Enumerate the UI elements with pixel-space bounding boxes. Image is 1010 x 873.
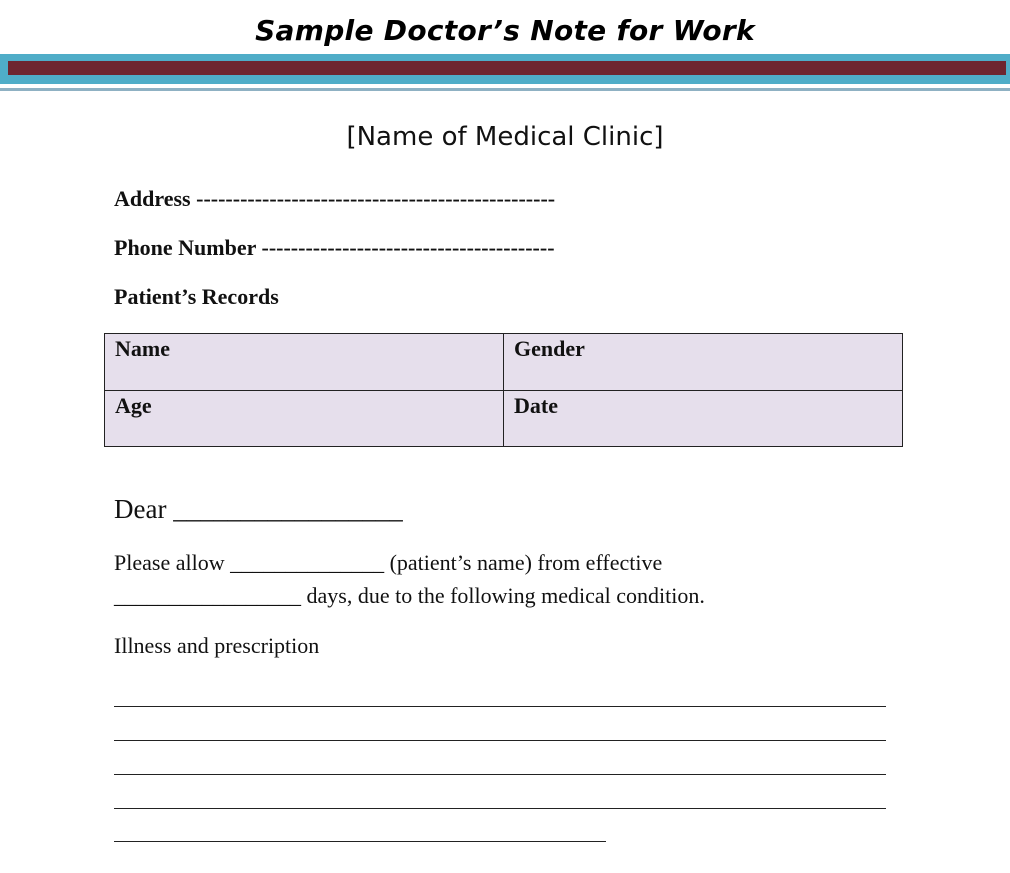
salutation: Dear _________________	[114, 494, 403, 524]
table-row	[105, 334, 903, 391]
table-cell-age: Age	[105, 390, 504, 447]
table-cell-name: Name	[105, 334, 504, 391]
prescription-line	[114, 774, 886, 775]
clinic-name: [Name of Medical Clinic]	[346, 122, 664, 152]
page-title: Sample Doctor’s Note for Work	[255, 14, 755, 47]
prescription-line	[114, 841, 606, 842]
address-field: Address -------------------------------------------------	[114, 186, 556, 211]
illness-heading: Illness and prescription	[114, 633, 320, 658]
letter-line-2: _________________ days, due to the following medical condition.	[114, 583, 705, 608]
patient-records-table	[104, 333, 903, 447]
phone-field: Phone Number ----------------------------------------	[114, 235, 555, 260]
table-cell-gender: Gender	[504, 334, 903, 391]
prescription-line	[114, 808, 886, 809]
prescription-line	[114, 706, 886, 707]
records-heading: Patient’s Records	[114, 284, 279, 309]
table-cell-date: Date	[504, 390, 903, 447]
table-row	[105, 390, 903, 447]
header-band-rule	[0, 88, 1010, 91]
letter-line-1: Please allow ______________ (patient’s name) from effective	[114, 550, 663, 575]
prescription-line	[114, 740, 886, 741]
header-band-inner	[8, 61, 1006, 75]
